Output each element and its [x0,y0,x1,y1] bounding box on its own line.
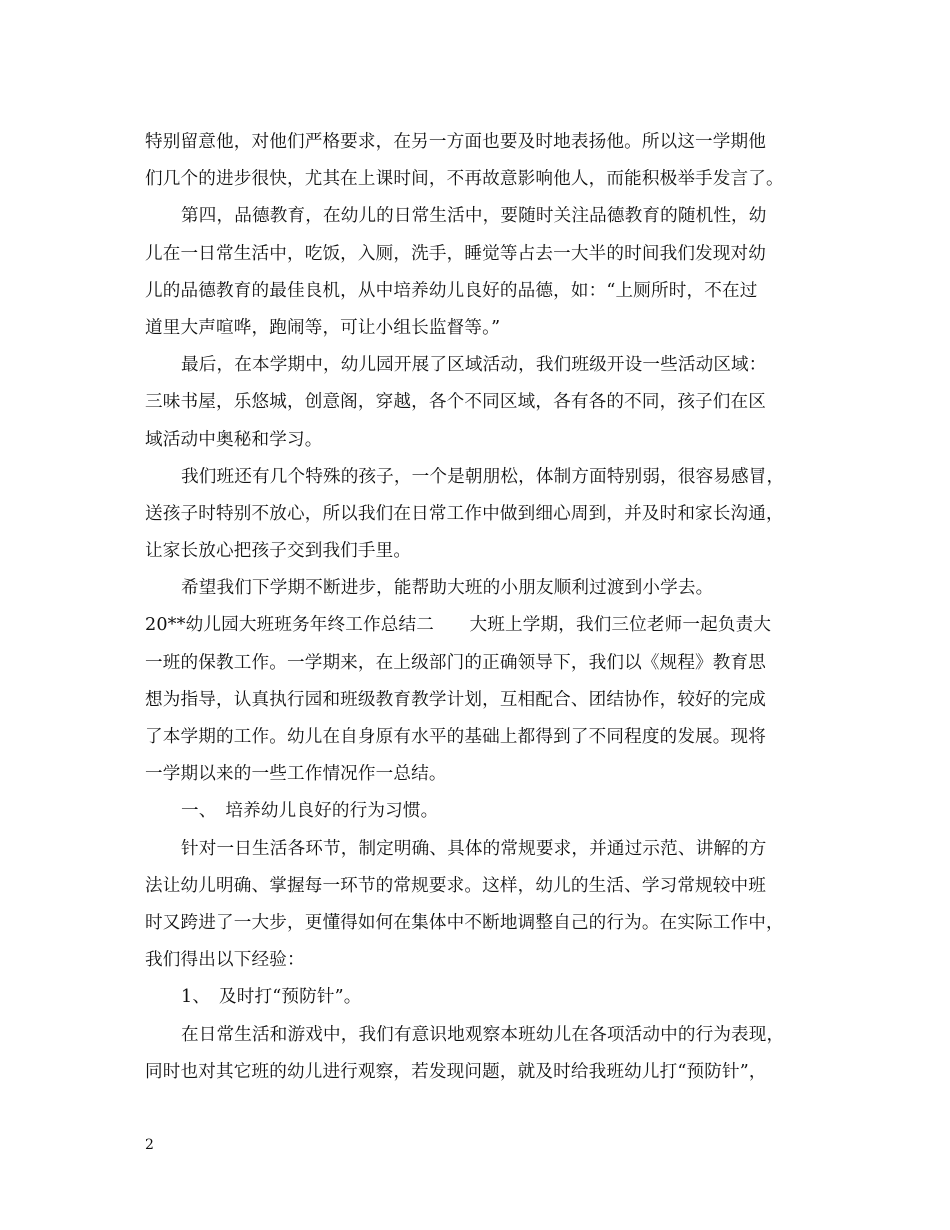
subheading-line: 1、 及时打“预防针”。 [181,987,362,1008]
paragraph-start-line: 在日常生活和游戏中，我们有意识地观察本班幼儿在各项活动中的行为表现， [181,1024,785,1045]
text-line: 特别留意他，对他们严格要求，在另一方面也要及时地表扬他。所以这一学期他 [145,132,767,152]
paragraph-start-line: 最后，在本学期中，幼儿园开展了区域活动，我们班级开设一些活动区域： [181,355,767,376]
text-line: 儿的品德教育的最佳良机，从中培养幼儿良好的品德，如：“上厕所时，不在过 [145,280,758,301]
text-line: 域活动中奥秘和学习。 [145,429,323,450]
document-body [145,124,813,1091]
paragraph-start-line: 我们班还有几个特殊的孩子，一个是朝朋松，体制方面特别弱，很容易感冒， [181,466,785,487]
text-line: 送孩子时特别不放心，所以我们在日常工作中做到细心周到，并及时和家长沟通， [145,503,784,524]
text-line: 道里大声喧哗，跑闹等，可让小组长监督等。” [145,317,501,338]
text-line: 时又跨进了一大步，更懂得如何在集体中不断地调整自己的行为。在实际工作中， [145,912,784,933]
text-line: 一学期以来的一些工作情况作一总结。 [145,764,447,785]
section-heading-line: 20**幼儿园大班班务年终工作总结二 大班上学期，我们三位老师一起负责大 [145,615,772,636]
paragraph-start-line: 第四，品德教育，在幼儿的日常生活中，要随时关注品德教育的随机性，幼 [181,206,767,227]
text-line: 想为指导，认真执行园和班级教育教学计划，互相配合、团结协作，较好的完成 [145,689,767,710]
text-line: 法让幼儿明确、掌握每一环节的常规要求。这样，幼儿的生活、学习常规较中班 [145,875,767,896]
page-number: 2 [145,1137,154,1153]
text-line: 们几个的进步很快，尤其在上课时间，不再故意影响他人，而能积极举手发言了。 [145,169,784,190]
text-line: 我们得出以下经验： [145,950,305,971]
subheading-line: 一、 培养幼儿良好的行为习惯。 [181,801,439,822]
text-line: 三味书屋，乐悠城，创意阁，穿越，各个不同区域，各有各的不同，孩子们在区 [145,392,767,413]
text-line: 儿在一日常生活中，吃饭，入厕，洗手，睡觉等占去一大半的时间我们发现对幼 [145,243,767,264]
text-line: 了本学期的工作。幼儿在自身原有水平的基础上都得到了不同程度的发展。现将 [145,727,767,747]
text-line: 一班的保教工作。一学期来，在上级部门的正确领导下，我们以《规程》教育思 [145,652,767,673]
text-line: 同时也对其它班的幼儿进行观察，若发现问题，就及时给我班幼儿打“预防针”， [145,1061,767,1082]
paragraph-start-line: 针对一日生活各环节，制定明确、具体的常规要求，并通过示范、讲解的方 [181,838,767,859]
paragraph-start-line: 希望我们下学期不断进步，能帮助大班的小朋友顺利过渡到小学去。 [181,578,714,599]
text-line: 让家长放心把孩子交到我们手里。 [145,541,412,562]
